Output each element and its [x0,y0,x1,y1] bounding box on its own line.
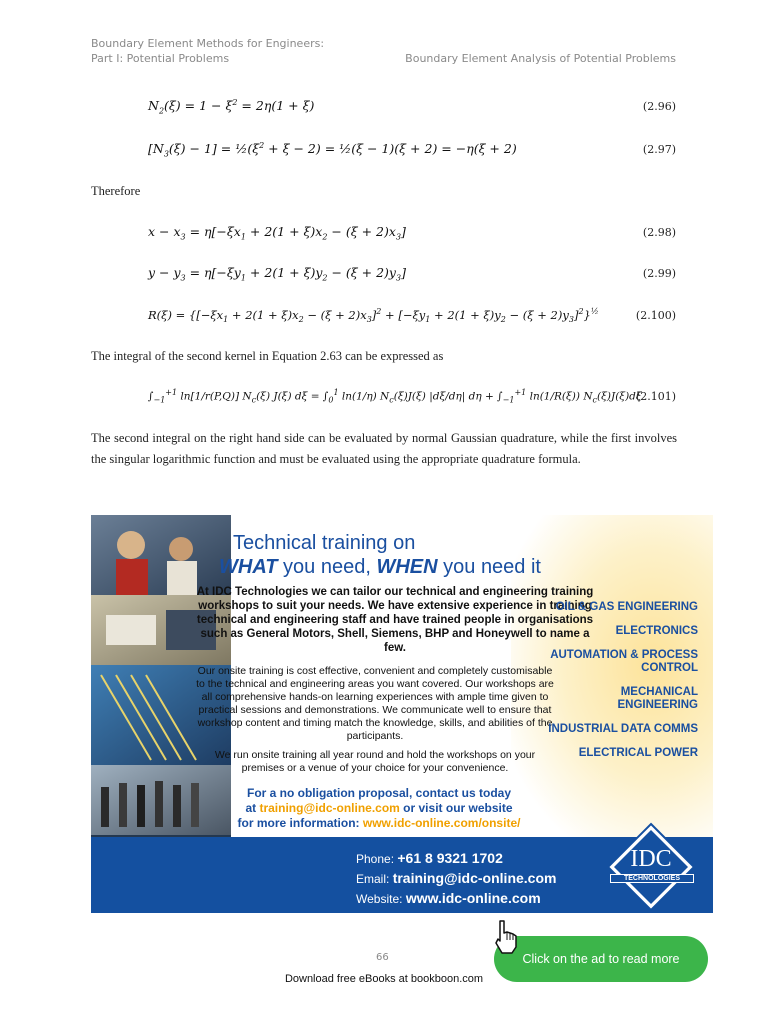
equation-number: (2.100) [635,309,676,322]
book-title-line2: Part I: Potential Problems [91,52,230,65]
running-header-book-title [91,36,324,66]
logo-sub-text: TECHNOLOGIES [610,874,694,883]
phone-row [356,849,556,869]
ad-body-paragraph: Our onsite training is cost effective, convenient and completely customisable to the technical and engineering areas you want covered. Our workshops are all comprehensive hands-on learning experiences with ample time given to practical sessions and demonstrations. We communicate well to ensure that workshop content and timing match the knowledge, skills, and abilities of the participants. [196,665,554,742]
equation-number: (2.101) [635,390,676,403]
cta-url-link[interactable]: www.idc-online.com/onsite/ [362,816,521,830]
equation-2-98: $x - x_3 = \eta[-\xi x_1 + 2(1 + \xi)x_2 - (\xi + 2)x_3]$ [148,224,406,242]
cta-at: at [245,801,260,815]
cta-line3 [209,816,549,831]
ad-call-to-action [209,786,549,831]
integral-intro-text: The integral of the second kernel in Equation 2.63 can be expressed as [91,349,444,363]
ad-headline-end: you need it [437,556,541,578]
ad-category-list [538,601,698,771]
equation-number: (2.96) [642,100,676,113]
equation-2-99: $y - y_3 = \eta[-\xi y_1 + 2(1 + \xi)y_2 - (\xi + 2)y_3]$ [148,265,406,283]
cta-email-link[interactable]: training@idc-online.com [259,801,400,815]
ad-headline [219,531,541,579]
closing-paragraph: The second integral on the right hand side can be evaluated by normal Gaussian quadrature, while the first involves the singular logarithmic function and must be evaluated using the appropriate quadrature formula. [91,431,677,466]
book-title-line1: Boundary Element Methods for Engineers: [91,37,325,50]
category-item: ELECTRICAL POWER [578,747,698,759]
ad-lead-paragraph: At IDC Technologies we can tailor our technical and engineering training workshops to suit your needs. We have extensive experience in training technical and engineering staff and have trained people in organisations such as General Motors, Shell, Siemens, BHP and Honeywell to name a few. [196,586,594,654]
website-row [356,889,556,909]
category-item: MECHANICAL ENGINEERING [617,686,698,711]
cta-line1: For a no obligation proposal, contact us today [246,786,511,800]
phone-number[interactable]: +61 8 9321 1702 [397,850,503,866]
ad-headline-mid: you need, [277,556,377,578]
running-header-chapter-title: Boundary Element Analysis of Potential Problems [405,52,676,65]
download-footer-text: Download free eBooks at bookboon.com [284,973,484,985]
equation-number: (2.97) [642,143,676,156]
ad-headline-line2 [219,555,541,579]
category-item: INDUSTRIAL DATA COMMS [548,723,698,735]
cta-line2 [209,801,549,816]
equation-number: (2.98) [642,226,676,239]
category-item: OIL & GAS ENGINEERING [555,601,698,613]
page-number: 66 [376,952,389,963]
category-item: ELECTRONICS [615,625,698,637]
category-item: AUTOMATION & PROCESS CONTROL [550,649,698,674]
cta-more: for more information: [237,816,363,830]
equation-2-97: $[N_3(\xi) - 1]$ = $\frac{1}{2}(\xi^2 + \xi - 2)$ = ½(ξ − 1)(ξ + 2) = −η(ξ + 2) [148,141,517,159]
read-more-button[interactable]: Click on the ad to read more [494,936,708,982]
therefore-text: Therefore [91,184,141,198]
website-link[interactable]: www.idc-online.com [405,890,541,906]
hand-pointer-icon [488,917,528,957]
idc-advertisement[interactable] [91,515,713,913]
cta-mid: or visit our website [399,801,513,815]
ad-headline-line1: Technical training on [233,532,416,554]
equation-2-100: $R(\xi) = \{[-\xi x_1 + 2(1 + \xi)x_2 - (\xi + 2)x_3]^2 + [-\xi y_1 + 2(1 + \xi)y_2 - (\xi + 2)y_3]^2\}^{\frac{1}{2}}$ [148,307,599,325]
equation-2-101: $\int_{-1}^{+1}$ ln[1/r(P,Q)] $N_c(\xi)$ J(ξ) $d\xi = \int_0^1$ ln(1/η) $N_c(\xi)J(\xi)$ |dξ/dη| $d\eta + \int_{-1}^{+1}$ ln(1/R(ξ)) $N_c(\xi)J(\xi)d\xi$ [148,388,642,405]
ad-headline-what: WHAT [219,556,278,578]
ad-headline-when: WHEN [376,556,438,578]
ad-contact-info [356,849,556,909]
email-address[interactable]: training@idc-online.com [392,870,557,886]
ad-body-paragraph-2: We run onsite training all year round and hold the workshops on your premises or a venue of your choice for your convenience. [214,749,536,774]
idc-logo [606,822,696,912]
equation-number: (2.99) [642,267,676,280]
logo-main-text: IDC [630,846,672,872]
website-label: Website: [356,892,406,906]
equation-2-96: $N_2(\xi) = 1 - \xi^2 = 2\eta(1 + \xi)$ [148,98,315,116]
email-row [356,869,556,889]
email-label: Email: [356,872,393,886]
phone-label: Phone: [356,852,398,866]
